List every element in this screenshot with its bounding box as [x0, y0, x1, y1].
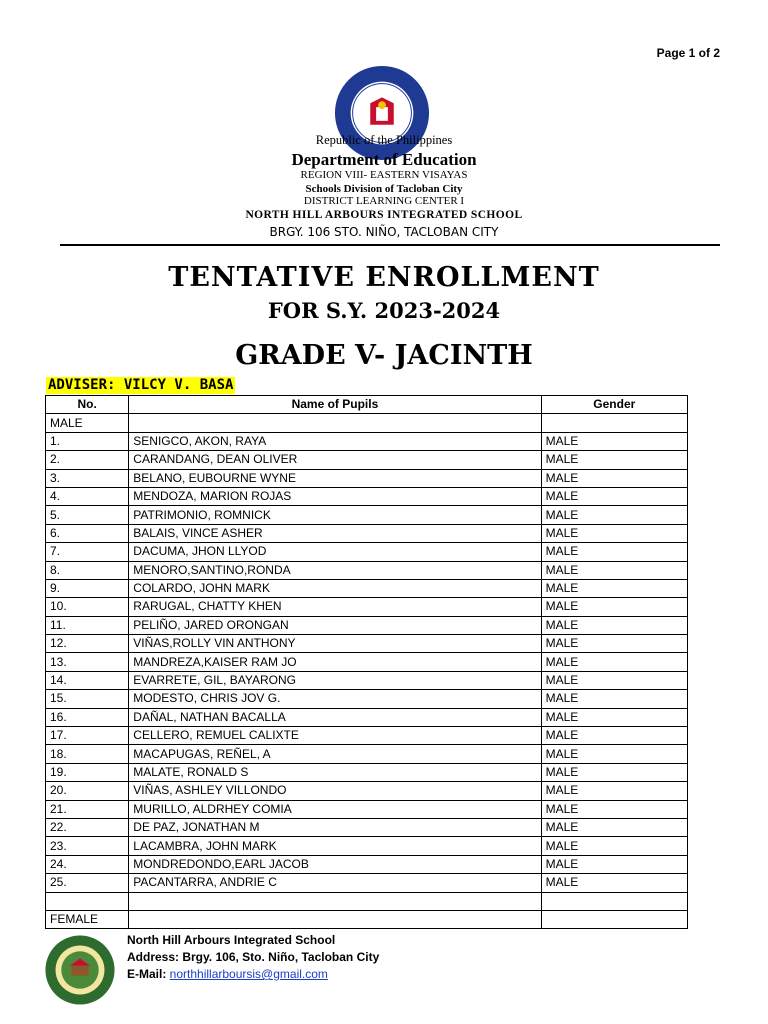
cell-no: 23.	[46, 837, 129, 855]
cell-name: MONDREDONDO,EARL JACOB	[129, 855, 541, 873]
female-section-row	[46, 910, 688, 928]
female-section-label: FEMALE	[46, 910, 129, 928]
cell-gender: MALE	[541, 837, 687, 855]
cell-gender: MALE	[541, 487, 687, 505]
cell-no: 24.	[46, 855, 129, 873]
footer-address: Address: Brgy. 106, Sto. Niño, Tacloban City	[127, 950, 380, 964]
cell-no: 21.	[46, 800, 129, 818]
cell-gender: MALE	[541, 763, 687, 781]
cell-gender: MALE	[541, 874, 687, 892]
footer-school-name: North Hill Arbours Integrated School	[127, 933, 336, 947]
table-row	[46, 782, 688, 800]
cell-gender: MALE	[541, 543, 687, 561]
table-row	[46, 635, 688, 653]
table-row	[46, 487, 688, 505]
cell-no: 22.	[46, 818, 129, 836]
cell-gender: MALE	[541, 506, 687, 524]
cell-no: 11.	[46, 616, 129, 634]
table-row	[46, 708, 688, 726]
cell-name: MENORO,SANTINO,RONDA	[129, 561, 541, 579]
cell-name: MURILLO, ALDRHEY COMIA	[129, 800, 541, 818]
table-row	[46, 469, 688, 487]
cell-name: PATRIMONIO, ROMNICK	[129, 506, 541, 524]
footer-email-label: E-Mail:	[127, 967, 170, 981]
cell-gender: MALE	[541, 561, 687, 579]
cell-no: 4.	[46, 487, 129, 505]
cell-gender: MALE	[541, 708, 687, 726]
empty-cell	[541, 892, 687, 910]
cell-name: MACAPUGAS, REÑEL, A	[129, 745, 541, 763]
footer-email-line	[127, 966, 379, 983]
cell-gender: MALE	[541, 855, 687, 873]
cell-name: DACUMA, JHON LLYOD	[129, 543, 541, 561]
adviser-label: ADVISER: VILCY V. BASA	[48, 377, 234, 393]
cell-no: 20.	[46, 782, 129, 800]
header-no: No.	[46, 396, 129, 414]
cell-name: VIÑAS,ROLLY VIN ANTHONY	[129, 635, 541, 653]
cell-no: 13.	[46, 653, 129, 671]
empty-cell	[129, 910, 541, 928]
table-row	[46, 818, 688, 836]
header-divider	[60, 244, 720, 246]
cell-name: EVARRETE, GIL, BAYARONG	[129, 671, 541, 689]
cell-gender: MALE	[541, 818, 687, 836]
empty-cell	[46, 892, 129, 910]
table-row	[46, 837, 688, 855]
cell-gender: MALE	[541, 745, 687, 763]
cell-name: CARANDANG, DEAN OLIVER	[129, 451, 541, 469]
table-row	[46, 579, 688, 597]
cell-name: COLARDO, JOHN MARK	[129, 579, 541, 597]
cell-gender: MALE	[541, 800, 687, 818]
table-header-row	[46, 396, 688, 414]
cell-no: 18.	[46, 745, 129, 763]
document-title: TENTATIVE ENROLLMENT	[168, 262, 600, 293]
table-row	[46, 524, 688, 542]
footer-email-link[interactable]: northhillarboursis@gmail.com	[169, 967, 328, 981]
table-row	[46, 598, 688, 616]
cell-no: 19.	[46, 763, 129, 781]
header-name: Name of Pupils	[129, 396, 541, 414]
cell-no: 6.	[46, 524, 129, 542]
cell-no: 25.	[46, 874, 129, 892]
cell-gender: MALE	[541, 727, 687, 745]
empty-cell	[129, 414, 541, 432]
table-row	[46, 763, 688, 781]
cell-name: DAÑAL, NATHAN BACALLA	[129, 708, 541, 726]
page-number: Page 1 of 2	[656, 46, 720, 60]
cell-name: MENDOZA, MARION ROJAS	[129, 487, 541, 505]
cell-name: DE PAZ, JONATHAN M	[129, 818, 541, 836]
header-department: Department of Education	[291, 150, 477, 169]
cell-no: 2.	[46, 451, 129, 469]
empty-cell	[541, 414, 687, 432]
empty-cell	[541, 910, 687, 928]
cell-gender: MALE	[541, 451, 687, 469]
cell-gender: MALE	[541, 653, 687, 671]
cell-name: SENIGCO, AKON, RAYA	[129, 432, 541, 450]
cell-name: CELLERO, REMUEL CALIXTE	[129, 727, 541, 745]
table-row	[46, 616, 688, 634]
table-row	[46, 727, 688, 745]
cell-gender: MALE	[541, 469, 687, 487]
footer-info	[127, 932, 379, 983]
male-section-label: MALE	[46, 414, 129, 432]
table-row	[46, 800, 688, 818]
cell-gender: MALE	[541, 635, 687, 653]
cell-name: BALAIS, VINCE ASHER	[129, 524, 541, 542]
empty-cell	[129, 892, 541, 910]
school-logo	[44, 934, 116, 1006]
cell-gender: MALE	[541, 598, 687, 616]
header-school: NORTH HILL ARBOURS INTEGRATED SCHOOL	[245, 209, 523, 221]
cell-no: 15.	[46, 690, 129, 708]
table-row	[46, 690, 688, 708]
header-republic: Republic of the Philippines	[315, 133, 453, 147]
cell-name: MALATE, RONALD S	[129, 763, 541, 781]
cell-no: 17.	[46, 727, 129, 745]
cell-gender: MALE	[541, 782, 687, 800]
cell-name: PELIÑO, JARED ORONGAN	[129, 616, 541, 634]
cell-no: 12.	[46, 635, 129, 653]
cell-name: RARUGAL, CHATTY KHEN	[129, 598, 541, 616]
cell-gender: MALE	[541, 579, 687, 597]
section-title: GRADE V- JACINTH	[235, 340, 533, 371]
cell-gender: MALE	[541, 616, 687, 634]
table-row	[46, 745, 688, 763]
table-row	[46, 855, 688, 873]
cell-name: BELANO, EUBOURNE WYNE	[129, 469, 541, 487]
cell-no: 10.	[46, 598, 129, 616]
cell-no: 7.	[46, 543, 129, 561]
table-row	[46, 432, 688, 450]
cell-gender: MALE	[541, 671, 687, 689]
cell-name: PACANTARRA, ANDRIE C	[129, 874, 541, 892]
school-year: FOR S.Y. 2023-2024	[267, 298, 501, 323]
cell-no: 16.	[46, 708, 129, 726]
cell-gender: MALE	[541, 432, 687, 450]
table-row	[46, 451, 688, 469]
cell-name: VIÑAS, ASHLEY VILLONDO	[129, 782, 541, 800]
cell-gender: MALE	[541, 690, 687, 708]
cell-no: 14.	[46, 671, 129, 689]
header-division: Schools Division of Tacloban City	[305, 183, 463, 195]
enrollment-table	[45, 395, 688, 929]
table-row	[46, 653, 688, 671]
table-row	[46, 561, 688, 579]
header-gender: Gender	[541, 396, 687, 414]
header-district: DISTRICT LEARNING CENTER I	[303, 195, 465, 207]
cell-name: MODESTO, CHRIS JOV G.	[129, 690, 541, 708]
cell-no: 8.	[46, 561, 129, 579]
table-row	[46, 874, 688, 892]
cell-no: 3.	[46, 469, 129, 487]
table-row	[46, 543, 688, 561]
cell-name: LACAMBRA, JOHN MARK	[129, 837, 541, 855]
blank-row	[46, 892, 688, 910]
cell-no: 5.	[46, 506, 129, 524]
male-section-row	[46, 414, 688, 432]
cell-name: MANDREZA,KAISER RAM JO	[129, 653, 541, 671]
header-region: REGION VIII- EASTERN VISAYAS	[300, 169, 468, 181]
cell-no: 1.	[46, 432, 129, 450]
cell-no: 9.	[46, 579, 129, 597]
table-row	[46, 671, 688, 689]
header-address: BRGY. 106 STO. NIÑO, TACLOBAN CITY	[269, 225, 499, 239]
table-row	[46, 506, 688, 524]
cell-gender: MALE	[541, 524, 687, 542]
